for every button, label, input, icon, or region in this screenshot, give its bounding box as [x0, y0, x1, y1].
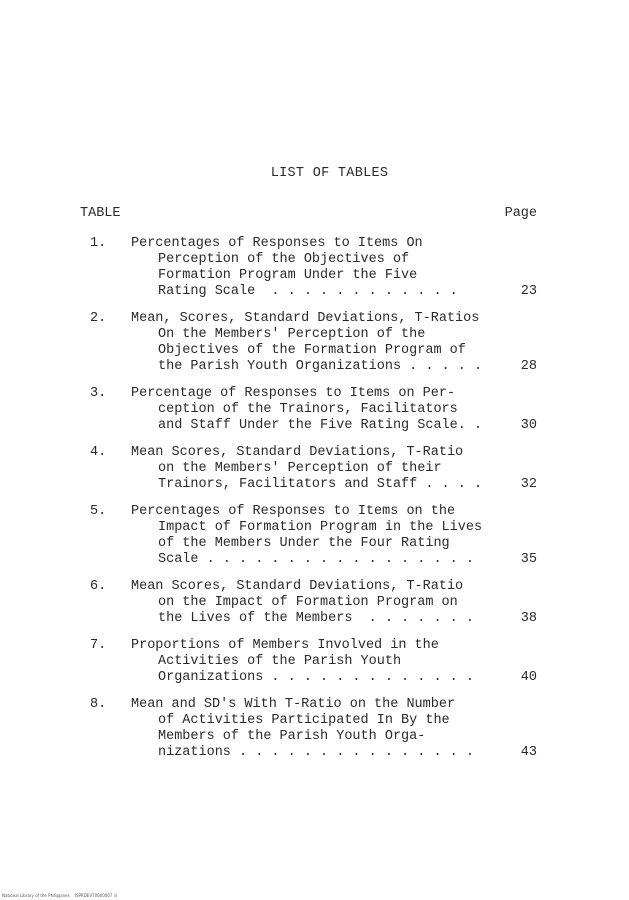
- entry-page-number: 30: [520, 418, 537, 433]
- entry-line: of the Members Under the Four Rating: [158, 536, 450, 551]
- entry-line: Trainors, Facilitators and Staff . . . .: [158, 477, 483, 492]
- list-item: [0, 638, 629, 686]
- entry-number: 7.: [90, 638, 107, 653]
- entry-page-number: 43: [520, 745, 537, 760]
- entry-number: 3.: [90, 386, 107, 401]
- entry-line: Mean Scores, Standard Deviations, T-Ratio: [131, 579, 464, 594]
- entry-number: 2.: [90, 311, 107, 326]
- entry-line: Percentages of Responses to Items On: [131, 236, 423, 251]
- page-column-label: Page: [504, 206, 537, 221]
- footer-watermark: National Library of the Philippines ISPRDEV70000007 iii: [2, 893, 118, 898]
- entry-title: [131, 311, 491, 375]
- entry-line: and Staff Under the Five Rating Scale. .: [158, 418, 483, 433]
- list-item: [0, 311, 629, 375]
- entry-title: [131, 386, 491, 434]
- entry-page-number: 32: [520, 477, 537, 492]
- entry-line: Mean and SD's With T-Ratio on the Number: [131, 697, 456, 712]
- entry-number: 6.: [90, 579, 107, 594]
- entry-line: nizations . . . . . . . . . . . . . . .: [158, 745, 474, 760]
- entry-page-number: 38: [520, 611, 537, 626]
- page-title: LIST OF TABLES: [270, 166, 389, 181]
- entry-line: on the Impact of Formation Program on: [158, 595, 458, 610]
- entry-title: [131, 445, 491, 493]
- entry-page-number: 40: [520, 670, 537, 685]
- entry-number: 1.: [90, 236, 107, 251]
- table-list: [0, 236, 629, 772]
- entry-line: Impact of Formation Program in the Lives: [158, 520, 483, 535]
- entry-line: the Parish Youth Organizations . . . . .: [158, 359, 483, 374]
- entry-line: Formation Program Under the Five: [158, 268, 418, 283]
- entry-title: [131, 504, 491, 568]
- entry-number: 4.: [90, 445, 107, 460]
- entry-line: Organizations . . . . . . . . . . . . .: [158, 670, 474, 685]
- entry-line: Proportions of Members Involved in the: [131, 638, 439, 653]
- entry-line: Members of the Parish Youth Orga-: [158, 729, 426, 744]
- list-item: [0, 697, 629, 761]
- list-item: [0, 504, 629, 568]
- entry-line: Scale . . . . . . . . . . . . . . . . .: [158, 552, 474, 567]
- entry-line: Percentage of Responses to Items on Per-: [131, 386, 456, 401]
- table-column-label: TABLE: [80, 206, 121, 221]
- entry-number: 8.: [90, 697, 107, 712]
- entry-title: [131, 697, 491, 761]
- entry-page-number: 28: [520, 359, 537, 374]
- entry-line: Rating Scale . . . . . . . . . . . .: [158, 284, 458, 299]
- list-item: [0, 236, 629, 300]
- entry-line: Percentages of Responses to Items on the: [131, 504, 456, 519]
- entry-line: on the Members' Perception of their: [158, 461, 442, 476]
- list-item: [0, 579, 629, 627]
- entry-title: [131, 638, 491, 686]
- entry-line: On the Members' Perception of the: [158, 327, 426, 342]
- list-item: [0, 445, 629, 493]
- entry-line: of Activities Participated In By the: [158, 713, 450, 728]
- entry-title: [131, 236, 491, 300]
- entry-title: [131, 579, 491, 627]
- entry-number: 5.: [90, 504, 107, 519]
- entry-line: the Lives of the Members . . . . . . .: [158, 611, 474, 626]
- entry-line: Activities of the Parish Youth: [158, 654, 402, 669]
- list-item: [0, 386, 629, 434]
- entry-line: Perception of the Objectives of: [158, 252, 410, 267]
- entry-page-number: 35: [520, 552, 537, 567]
- entry-line: ception of the Trainors, Facilitators: [158, 402, 458, 417]
- entry-line: Mean, Scores, Standard Deviations, T-Ratios: [131, 311, 480, 326]
- entry-line: Objectives of the Formation Program of: [158, 343, 466, 358]
- entry-page-number: 23: [520, 284, 537, 299]
- entry-line: Mean Scores, Standard Deviations, T-Ratio: [131, 445, 464, 460]
